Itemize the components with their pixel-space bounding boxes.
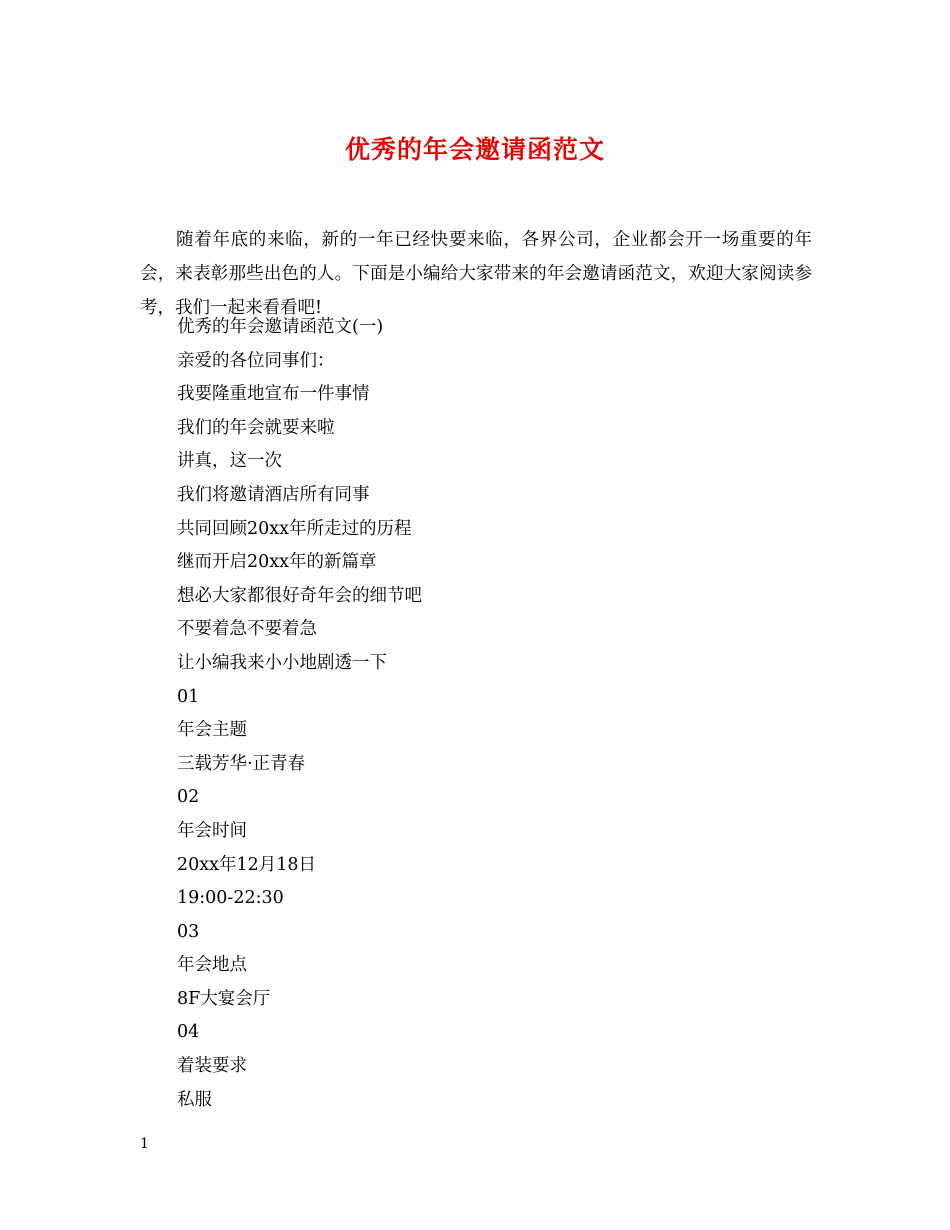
text-line: 20xx年12月18日 bbox=[177, 854, 317, 875]
section-heading: 年会时间 bbox=[177, 820, 247, 841]
page-number: 1 bbox=[140, 1136, 149, 1152]
text-line: 私服 bbox=[177, 1089, 212, 1110]
document-title: 优秀的年会邀请函范文 bbox=[344, 135, 605, 164]
text-line: 让小编我来小小地剧透一下 bbox=[177, 652, 387, 673]
section-number: 03 bbox=[177, 921, 200, 942]
text-line: 优秀的年会邀请函范文(一) bbox=[177, 317, 384, 337]
text-line: 19:00-22:30 bbox=[177, 888, 284, 909]
text-line: 我们的年会就要来啦 bbox=[177, 417, 335, 438]
text-line: 继而开启20xx年的新篇章 bbox=[177, 552, 377, 573]
text-line: 三载芳华·正青春 bbox=[177, 753, 306, 774]
section-number: 04 bbox=[177, 1022, 200, 1043]
text-line: 共同回顾20xx年所走过的历程 bbox=[177, 518, 412, 539]
text-line: 讲真，这一次 bbox=[177, 451, 282, 472]
section-heading: 着装要求 bbox=[177, 1056, 247, 1077]
text-line: 我们将邀请酒店所有同事 bbox=[177, 484, 370, 505]
text-line: 不要着急不要着急 bbox=[177, 619, 317, 640]
section-heading: 年会主题 bbox=[177, 720, 247, 741]
content-lines bbox=[177, 311, 797, 1117]
text-line: 想必大家都很好奇年会的细节吧 bbox=[177, 585, 422, 606]
section-heading: 年会地点 bbox=[177, 955, 247, 976]
text-line: 我要隆重地宣布一件事情 bbox=[177, 384, 370, 405]
section-number: 02 bbox=[177, 787, 200, 808]
text-line: 亲爱的各位同事们： bbox=[177, 350, 335, 371]
text-line: 8F大宴会厅 bbox=[177, 988, 271, 1009]
section-number: 01 bbox=[177, 686, 200, 707]
intro-paragraph: 随着年底的来临，新的一年已经快要来临，各界公司，企业都会开一场重要的年会，来表彰那些出色的人。下面是小编给大家带来的年会邀请函范文，欢迎大家阅读参考，我们一起来看看吧! bbox=[140, 229, 812, 318]
